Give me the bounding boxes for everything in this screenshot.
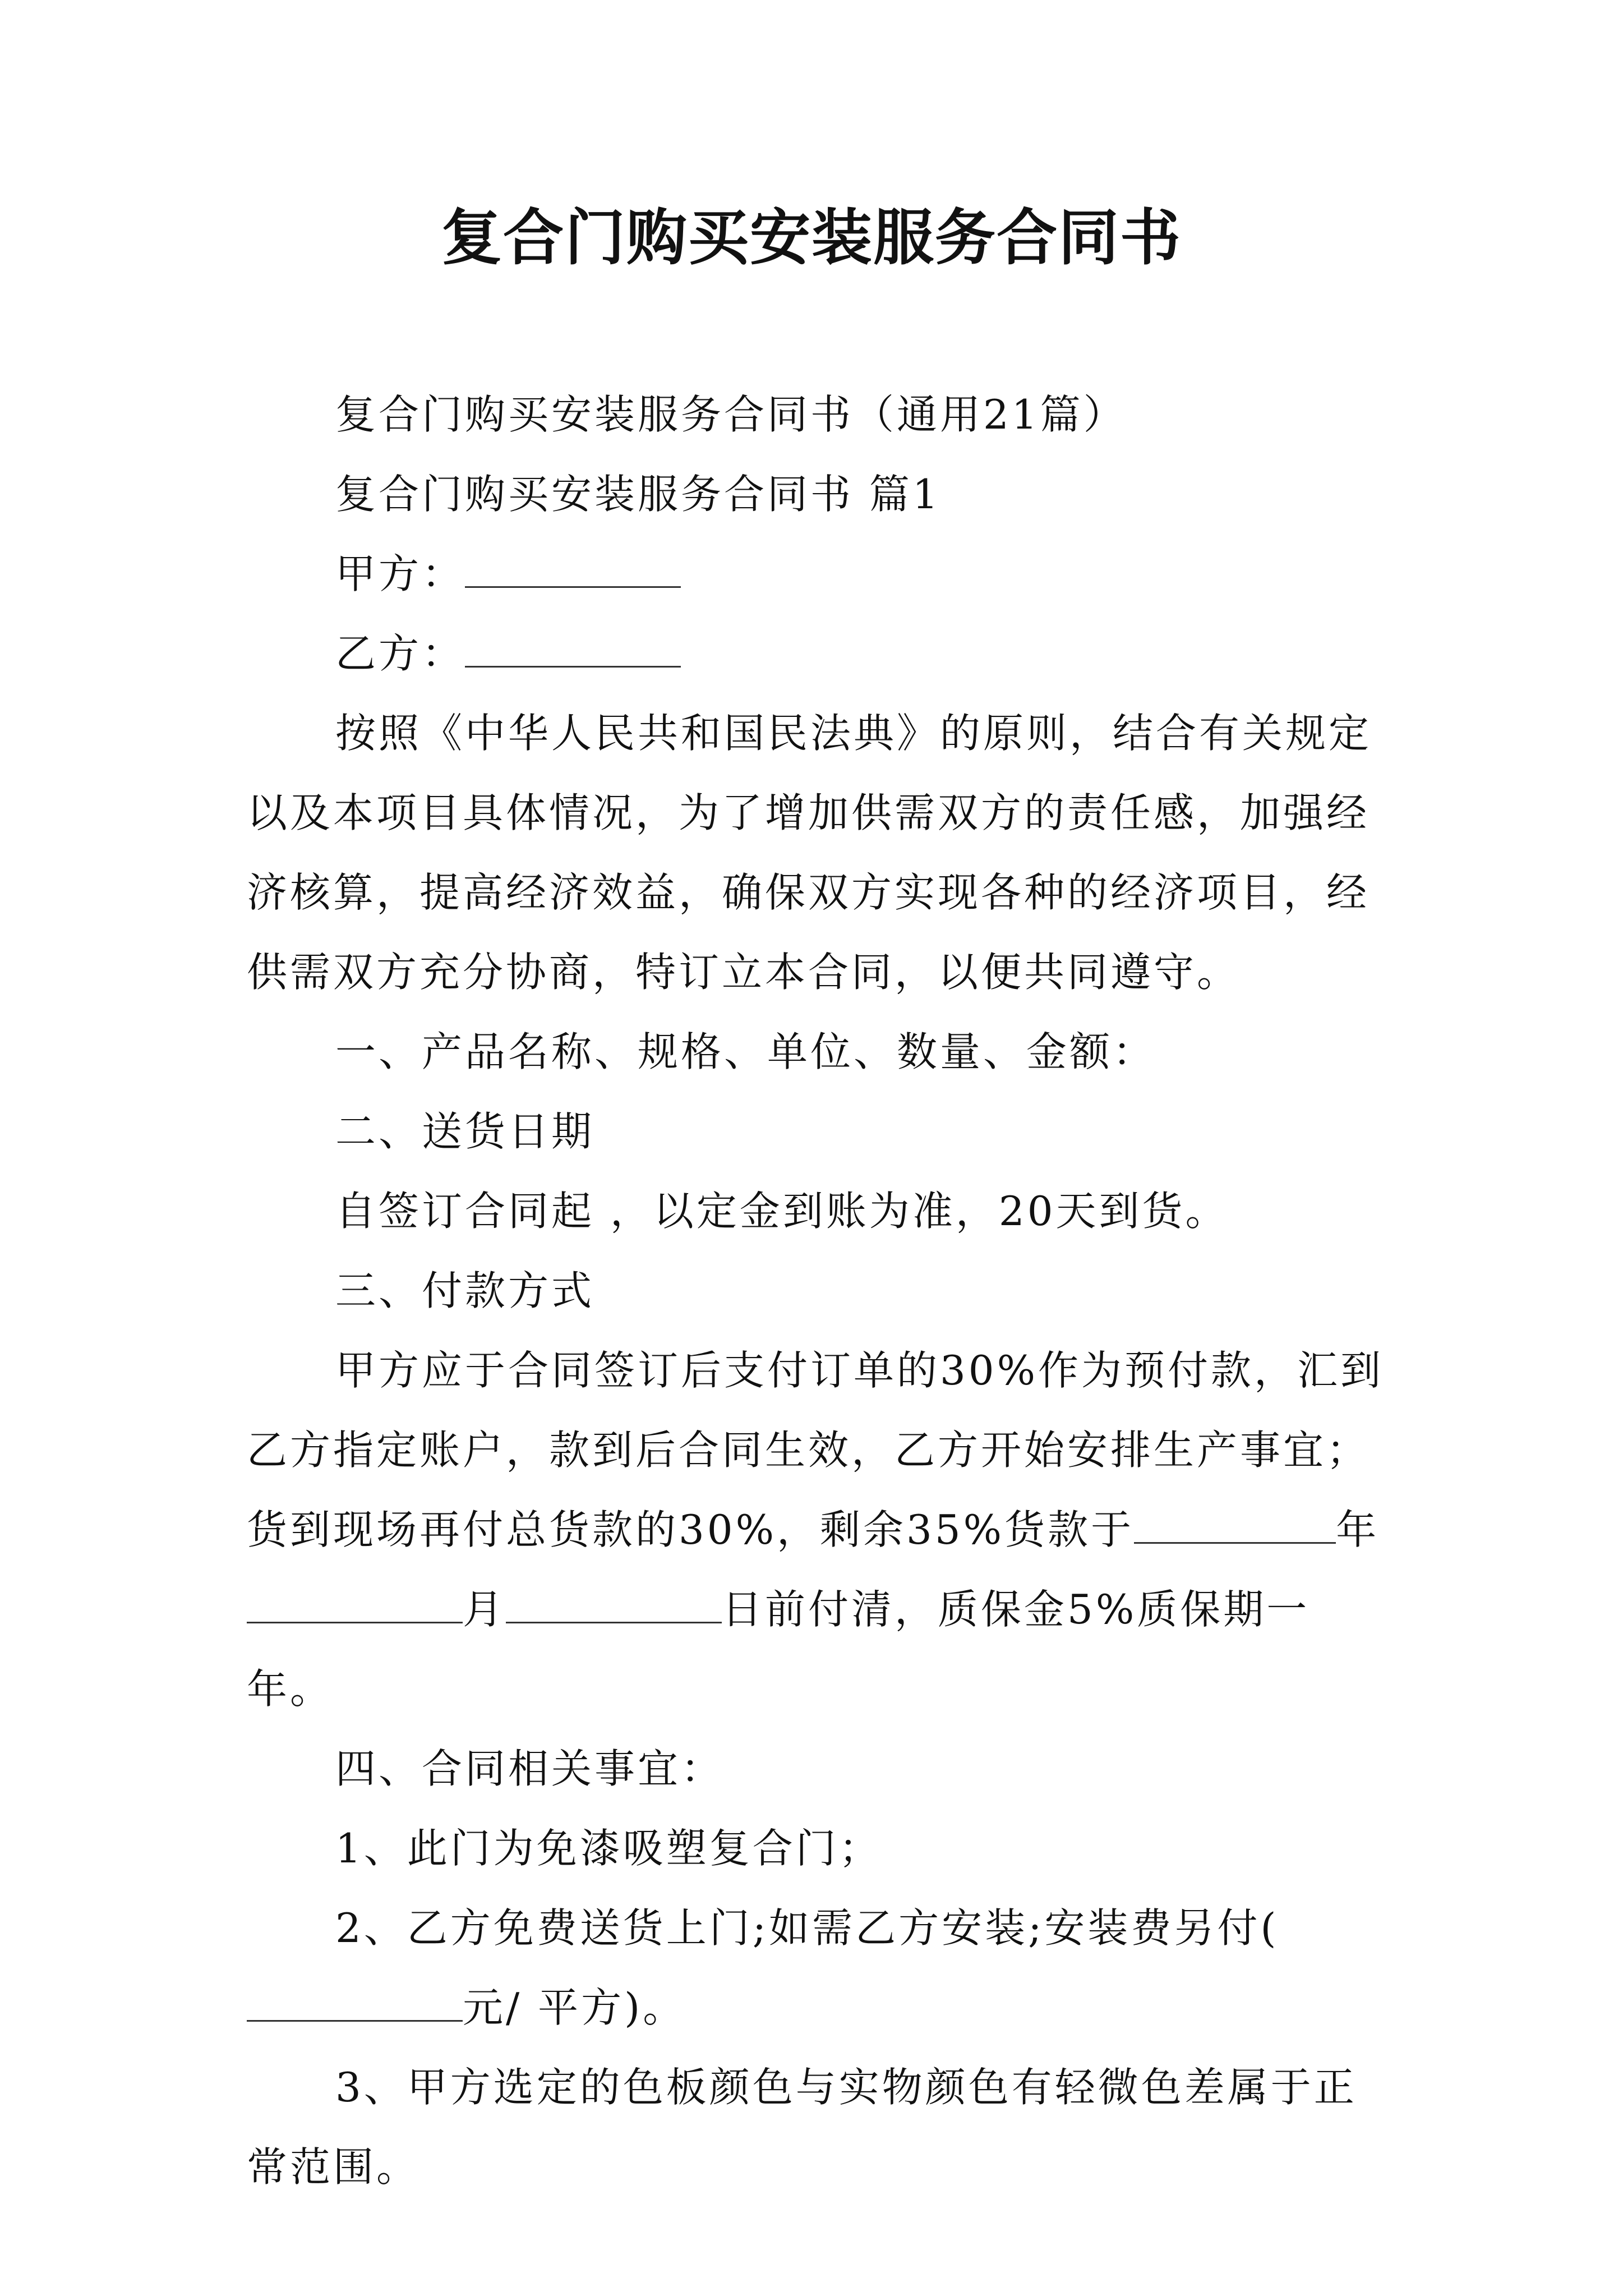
party-a-line <box>247 534 1385 614</box>
clause3-text-part1: 甲方应于合同签订后支付订单的30%作为预付款，汇到乙方指定账户，款到后合同生效，乙方开始安排生产事宜；货到现场再付总货款的30%，剩余35%货款于 <box>247 1347 1384 1553</box>
clause1-heading: 一、产品名称、规格、单位、数量、金额： <box>335 1028 1156 1075</box>
item-2-part2: 元/ 平方)。 <box>463 1984 686 2031</box>
month-label: 月 <box>463 1586 506 1633</box>
intro-paragraph: 按照《中华人民共和国民法典》的原则，结合有关规定以及本项目具体情况，为了增加供需双方的责任感，加强经济核算，提高经济效益，确保双方实现各种的经济项目，经供需双方充分协商，特订立本合同，以便共同遵守。 <box>247 710 1372 996</box>
party-b-blank <box>465 625 681 668</box>
item-2 <box>247 1888 1385 2047</box>
party-b-line <box>247 614 1385 693</box>
install-fee-blank <box>247 1980 463 2022</box>
item-1: 1、此门为免漆吸塑复合门； <box>335 1825 882 1872</box>
year-label: 年 <box>1336 1506 1380 1553</box>
section-heading: 复合门购买安装服务合同书 篇1 <box>335 471 941 518</box>
document-title: 复合门购买安装服务合同书 <box>441 203 1182 273</box>
day-blank <box>506 1581 722 1623</box>
item-2-part1: 2、乙方免费送货上门;如需乙方安装;安装费另付( <box>335 1904 1279 1952</box>
clause3-text <box>247 1331 1385 1729</box>
clause3-heading: 三、付款方式 <box>335 1267 595 1314</box>
clause2-text: 自签订合同起 ，以定金到账为准，20天到货。 <box>335 1188 1229 1235</box>
item-3: 3、甲方选定的色板颜色与实物颜色有轻微色差属于正常范围。 <box>247 2064 1357 2191</box>
clause3-text-part2: 日前付清，质保金5%质保期一年。 <box>247 1586 1310 1713</box>
clause4-heading: 四、合同相关事宜： <box>335 1745 725 1792</box>
document-body <box>247 375 1385 2207</box>
party-a-blank <box>465 546 681 588</box>
clause2-heading: 二、送货日期 <box>335 1108 595 1155</box>
year-blank <box>1134 1502 1336 1544</box>
month-blank <box>247 1581 463 1623</box>
party-a-label: 甲方： <box>335 550 465 597</box>
party-b-label: 乙方： <box>335 630 465 677</box>
subtitle: 复合门购买安装服务合同书（通用21篇） <box>335 391 1127 438</box>
